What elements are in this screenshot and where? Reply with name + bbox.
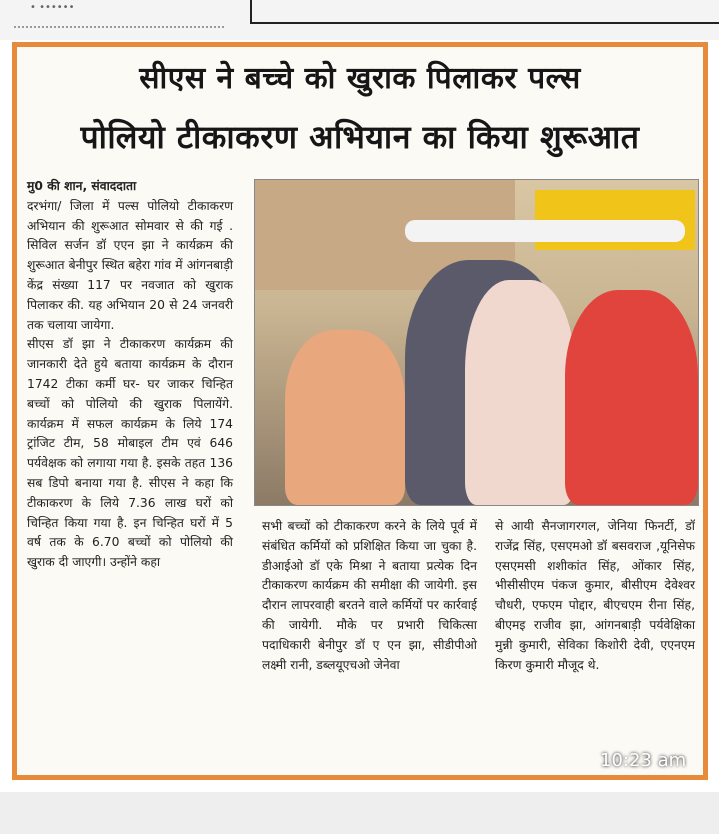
hats-row xyxy=(405,220,685,242)
top-strip xyxy=(0,0,719,40)
next-clip-frame xyxy=(250,0,719,24)
previous-clip-text: • •••••• xyxy=(30,2,75,13)
headline-line-1: सीएस ने बच्चे को खुराक पिलाकर पल्स xyxy=(139,61,581,96)
status-time: 10:23 am xyxy=(600,750,687,771)
person-vaccinator xyxy=(285,330,405,505)
newspaper-clipping[interactable] xyxy=(12,42,708,780)
byline: मु0 की शान, संवाददाता xyxy=(27,179,137,193)
article-column-1-text: दरभंगा/ जिला में पल्स पोलियो टीकाकरण अभियान की शुरूआत सोमवार से की गई . सिविल सर्जन डॉ एएन झा ने कार्यक्रम की शुरूआत बेनीपुर स्थित बहेरा गांव में आंगनबाड़ी केंद्र संख्या 117 पर नवजात को खुराक पिलाकर की. यह अभियान 20 से 24 जनवरी तक चलाया जायेगा. सीएस डॉ झा ने टीकाकरण कार्यक्रम की जानकारी देते हुये बताया कार्यक्रम के दौरान 1742 टीका कर्मी घर- घर जाकर चिन्हित बच्चों को पोलियो की खुराक पिलायेंगे. कार्यक्रम में सफल कार्यक्रम के लिये 174 ट्रांजिट टीम, 58 मोबाइल टीम एवं 646 पर्यवेक्षक को लगाया गया है. इसके तहत 136 सब डिपो बनाया गया है. सीएस ने कहा कि टीकाकरण के लिये 7.36 लाख घरों को चिन्हित किया गया है. इन चिन्हित घरों में 5 वर्ष तक के 6.70 बच्चों को पोलियो की खुराक दी जाएगी। उन्होंने कहा xyxy=(27,198,233,570)
previous-clip-edge xyxy=(14,0,224,28)
headline-line-2: पोलियो टीकाकरण अभियान का किया शुरूआत xyxy=(80,118,640,156)
person-civil-surgeon xyxy=(465,280,575,505)
person-photographer xyxy=(565,290,698,505)
article-column-2: सभी बच्चों को टीकाकरण करने के लिये पूर्व में संबंधित कर्मियों को प्रशिक्षित किया जा चुका है. डीआईओ डॉ एके मिश्रा ने बताया प्रत्येक दिन टीकाकरण कार्यक्रम की समीक्षा की जायेगी. इस दौरान लापरवाही बरतने वाले कर्मियों पर कार्रवाई की जायेगी. मौके पर प्रभारी चिकित्सा पदाधिकारी बेनीपुर डॉ ए एन झा, सीडीपीओ लक्ष्मी रानी, डब्लयूएचओ जेनेवा xyxy=(262,519,477,672)
news-photo xyxy=(254,179,699,506)
article-column-1 xyxy=(27,177,233,573)
article-column-3: से आयी सैनजागरगल, जेनिया फिनर्टी, डॉ राजेंद्र सिंह, एसएमओ डॉ बसवराज ,यूनिसेफ एसएमसी शशीकांत सिंह, ओंकार सिंह, भीसीसीएम पंकज कुमार, बीसीएम देवेश्वर चौधरी, एफएम पोद्दार, बीएचएम रीना सिंह, बीएमइ राजीव झा, आंगनबाड़ी पर्यवेक्षिका मुन्नी कुमारी, सेविका किशोरी देवी, एएनएम किरण कुमारी मौजूद थे. xyxy=(495,519,695,672)
bottom-strip xyxy=(0,792,719,834)
